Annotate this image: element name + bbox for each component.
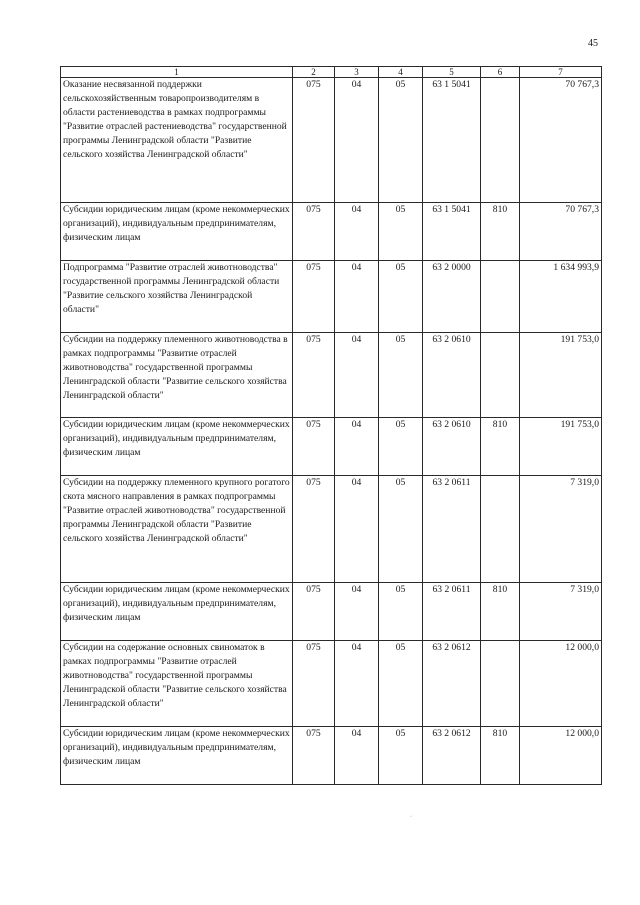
- row-name: Субсидии юридическим лицам (кроме некоммерческих организаций), индивидуальным предпринимателям, физическим лицам: [61, 583, 293, 641]
- row-expense-type: [481, 261, 520, 333]
- header-col-5: 5: [423, 67, 481, 78]
- row-section: 04: [335, 333, 379, 418]
- row-expense-type: 810: [481, 727, 520, 785]
- row-section: 04: [335, 476, 379, 583]
- row-target-code: 63 2 0612: [423, 641, 481, 727]
- row-subsection: 05: [379, 261, 423, 333]
- row-section: 04: [335, 261, 379, 333]
- row-expense-type: 810: [481, 583, 520, 641]
- row-subsection: 05: [379, 476, 423, 583]
- row-sum: 191 753,0: [520, 418, 602, 476]
- header-col-6: 6: [481, 67, 520, 78]
- row-sum: 12 000,0: [520, 727, 602, 785]
- row-expense-type: [481, 476, 520, 583]
- row-subsection: 05: [379, 641, 423, 727]
- row-name: Субсидии на поддержку племенного животноводства в рамках подпрограммы "Развитие отраслей животноводства" государственной программы Ленинградской области "Развитие сельского хозяйства Ленинградской области": [61, 333, 293, 418]
- row-expense-type: [481, 333, 520, 418]
- table-row: [61, 261, 602, 333]
- row-ministry: 075: [293, 418, 335, 476]
- table-row: [61, 641, 602, 727]
- row-name: Субсидии на содержание основных свиноматок в рамках подпрограммы "Развитие отраслей животноводства" государственной программы Ленинградской области "Развитие сельского хозяйства Ленинградской области": [61, 641, 293, 727]
- header-col-1: 1: [61, 67, 293, 78]
- header-col-2: 2: [293, 67, 335, 78]
- row-name: Оказание несвязанной поддержки сельскохозяйственным товаропроизводителям в области растениеводства в рамках подпрограммы "Развитие отраслей растениеводства" государственной программы Ленинградской области "Развитие сельского хозяйства Ленинградской области": [61, 78, 293, 203]
- row-subsection: 05: [379, 727, 423, 785]
- row-subsection: 05: [379, 418, 423, 476]
- row-target-code: 63 2 0612: [423, 727, 481, 785]
- header-col-7: 7: [520, 67, 602, 78]
- header-row: [61, 67, 602, 78]
- row-target-code: 63 2 0610: [423, 418, 481, 476]
- row-target-code: 63 2 0611: [423, 583, 481, 641]
- row-sum: 70 767,3: [520, 203, 602, 261]
- row-expense-type: [481, 78, 520, 203]
- row-target-code: 63 2 0000: [423, 261, 481, 333]
- row-subsection: 05: [379, 583, 423, 641]
- row-target-code: 63 2 0611: [423, 476, 481, 583]
- row-ministry: 075: [293, 727, 335, 785]
- row-sum: 7 319,0: [520, 583, 602, 641]
- table-row: [61, 333, 602, 418]
- row-target-code: 63 2 0610: [423, 333, 481, 418]
- row-subsection: 05: [379, 203, 423, 261]
- row-name: Субсидии на поддержку племенного крупного рогатого скота мясного направления в рамках подпрограммы "Развитие отраслей животноводства" государственной программы Ленинградской области "Развитие сельского хозяйства Ленинградской области": [61, 476, 293, 583]
- header-col-4: 4: [379, 67, 423, 78]
- row-section: 04: [335, 203, 379, 261]
- header-col-3: 3: [335, 67, 379, 78]
- row-expense-type: [481, 641, 520, 727]
- row-sum: 12 000,0: [520, 641, 602, 727]
- table-row: [61, 476, 602, 583]
- row-sum: 191 753,0: [520, 333, 602, 418]
- table-row: [61, 203, 602, 261]
- row-ministry: 075: [293, 641, 335, 727]
- row-section: 04: [335, 78, 379, 203]
- row-name: Подпрограмма "Развитие отраслей животноводства" государственной программы Ленинградской области "Развитие сельского хозяйства Ленинградской области": [61, 261, 293, 333]
- table-row: [61, 418, 602, 476]
- row-expense-type: 810: [481, 203, 520, 261]
- table-row: [61, 78, 602, 203]
- row-expense-type: 810: [481, 418, 520, 476]
- row-section: 04: [335, 418, 379, 476]
- row-subsection: 05: [379, 78, 423, 203]
- budget-table: [60, 66, 602, 785]
- row-target-code: 63 1 5041: [423, 203, 481, 261]
- row-ministry: 075: [293, 333, 335, 418]
- row-subsection: 05: [379, 333, 423, 418]
- row-ministry: 075: [293, 476, 335, 583]
- row-sum: 70 767,3: [520, 78, 602, 203]
- row-ministry: 075: [293, 203, 335, 261]
- row-sum: 7 319,0: [520, 476, 602, 583]
- row-sum: 1 634 993,9: [520, 261, 602, 333]
- row-ministry: 075: [293, 78, 335, 203]
- table-row: [61, 583, 602, 641]
- row-name: Субсидии юридическим лицам (кроме некоммерческих организаций), индивидуальным предпринимателям, физическим лицам: [61, 418, 293, 476]
- row-section: 04: [335, 727, 379, 785]
- row-section: 04: [335, 641, 379, 727]
- page-number: 45: [588, 38, 598, 49]
- row-ministry: 075: [293, 261, 335, 333]
- row-section: 04: [335, 583, 379, 641]
- row-name: Субсидии юридическим лицам (кроме некоммерческих организаций), индивидуальным предпринимателям, физическим лицам: [61, 727, 293, 785]
- footer-mark: ·: [410, 814, 412, 820]
- table-row: [61, 727, 602, 785]
- row-ministry: 075: [293, 583, 335, 641]
- row-name: Субсидии юридическим лицам (кроме некоммерческих организаций), индивидуальным предпринимателям, физическим лицам: [61, 203, 293, 261]
- row-target-code: 63 1 5041: [423, 78, 481, 203]
